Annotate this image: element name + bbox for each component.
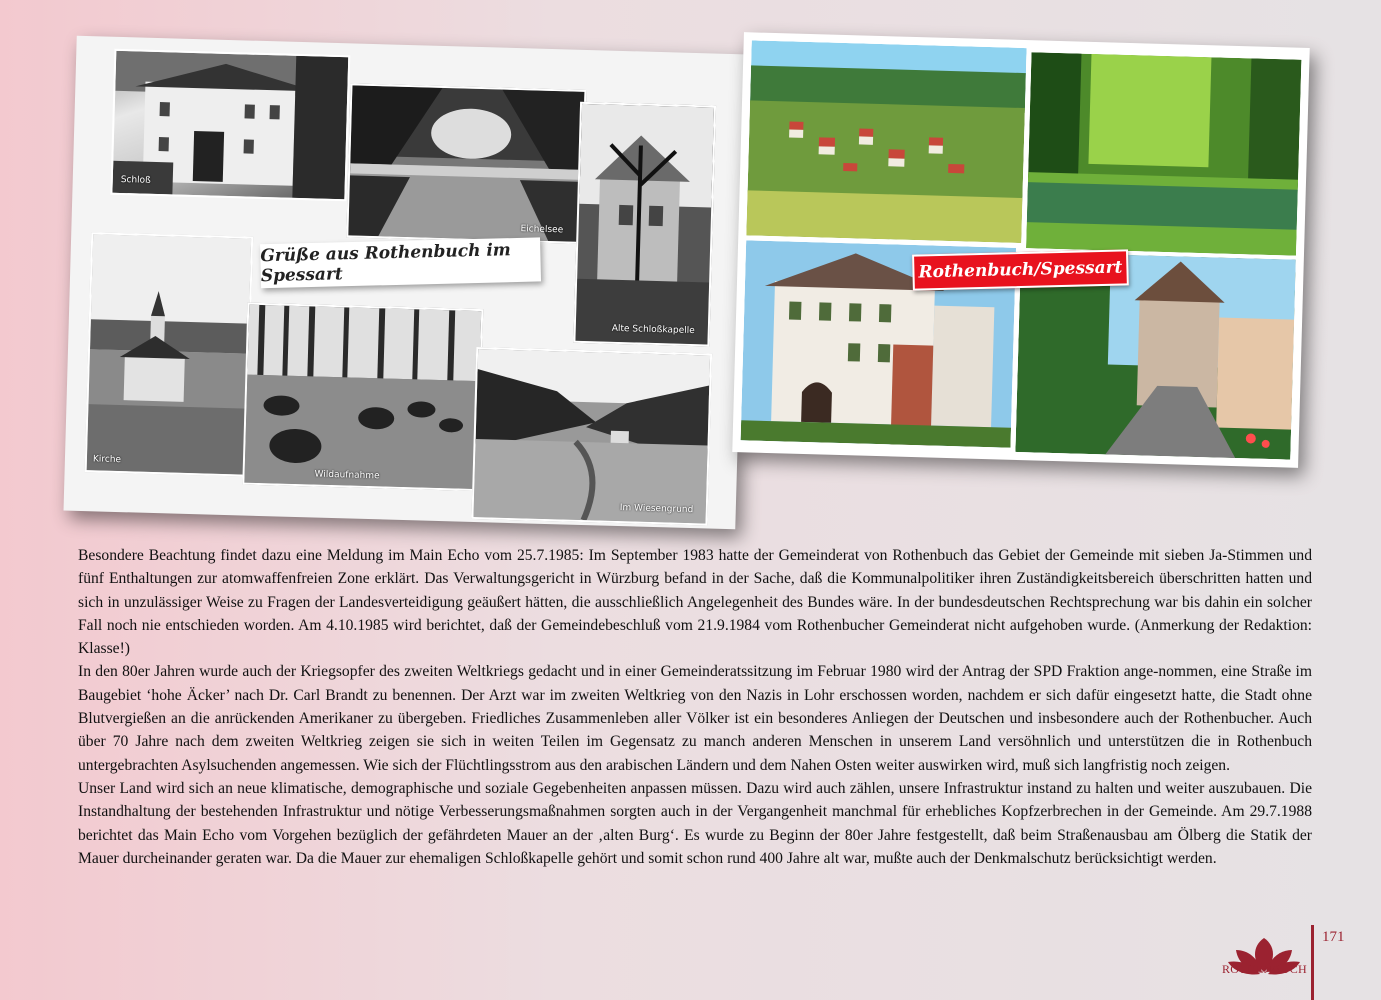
- photo-schloss: [110, 49, 350, 202]
- photo-kirche: [85, 232, 254, 476]
- photo-eichelsee: [346, 83, 586, 244]
- paragraph-2: In den 80er Jahren wurde auch der Kriegsopfer des zweiten Weltkriegs gedacht und in einer Gemeinderatssitzung im Februar 1980 wird der Antrag der SPD Fraktion ange-nommen, eine Straße im Baugebiet ‘hohe Äcker’ nach Dr. Carl Brandt zu benennen. Der Arzt war im zweiten Weltkrieg von den Nazis in Lohr erschossen worden, nachdem er sich dafür eingesetzt hatte, die Stadt ohne Blutvergießen an die anrückenden Amerikaner zu übergeben. Friedliches Zusammenleben aller Völker ist ein besonderes Anliegen der Deutschen und insbesondere auch der Rothenbucher. Auch über 70 Jahre nach dem zweiten Weltkrieg zeigen sie sich in weiten Teilen im Gegensatz zu manch anderen Menschen in unserem Land versöhnlich und unterstützen die in Rothenbuch untergebrachten Asylsuchenden angemessen. Wie sich der Flüchtlingsstrom aus den arabischen Ländern und dem Nahen Osten weiter auswirken wird, muß sich langfristig noch zeigen.: [78, 663, 1312, 774]
- wiesengrund-illustration: [473, 349, 710, 523]
- eichelsee-illustration: [348, 85, 584, 241]
- greeting-banner: Grüße aus Rothenbuch im Spessart: [260, 237, 541, 288]
- photo-wiesengrund: [471, 347, 712, 526]
- postcard-title: Rothenbuch/Spessart: [912, 249, 1129, 290]
- caption-schloss: Schloß: [120, 174, 151, 186]
- paragraph-3: Unser Land wird sich an neue klimatische, demographische und soziale Gegebenheiten anpassen müssen. Dazu wird auch zählen, unsere Infrastruktur instand zu halten und weiter auszubauen. Die Instandhaltung der bestehenden Infrastruktur und nötige Verbesserungsmaßnahmen sorgten auch in der Vergangenheit manchmal für erhebliches Kopfzerbrechen in der Gemeinde. Am 29.7.1988 berichtet das Main Echo vom Vorgehen bezüglich der gefährdeten Mauer an der ‚alten Burg‘. Es wurde zu Beginn der 80er Jahre festgestellt, daß beim Straßenausbau am Ölberg die Statik der Mauer durcheinander geraten war. Da die Mauer zur ehemaligen Schloßkapelle gehört und somit schon rund 400 Jahre alt war, mußte auch der Denkmalschutz berücksichtigt werden.: [78, 779, 1312, 867]
- body-text: [78, 544, 1312, 870]
- schlosskapelle-illustration: [575, 104, 714, 345]
- wildaufnahme-illustration: [244, 305, 481, 489]
- caption-kirche: Kirche: [92, 454, 122, 466]
- photo-lake-forest: [1026, 52, 1301, 255]
- photo-village: [746, 40, 1026, 243]
- postcard-color: [732, 32, 1310, 468]
- caption-wiesengrund: Im Wiesengrund: [619, 503, 694, 516]
- caption-schlosskapelle: Alte Schloßkapelle: [611, 323, 695, 337]
- rothenbuch-leaf-icon: [1222, 925, 1306, 987]
- photo-wildaufnahme: [242, 303, 483, 492]
- logo-text: ROTHENBUCH: [1222, 962, 1308, 976]
- paragraph-1: Besondere Beachtung findet dazu eine Meldung im Main Echo vom 25.7.1985: Im September 1983 hatte der Gemeinderat von Rothenbuch das Gebiet der Gemeinde mit sieben Ja-Stimmen und fünf Enthaltungen zur atomwaffenfreien Zone erklärt. Das Verwaltungsgericht in Würzburg befand in der Sache, daß die Kommunalpolitiker ihren Zuständigkeitsbereich überschritten hatten und sich in unzulässiger Weise zu Fragen der Landesverteidigung geäußert hätten, die ausschließlich Angelegenheit des Bundes wäre. In der bundesdeutschen Rechtsprechung war bis dahin ein solcher Fall noch nie entschieden worden. Am 4.10.1985 wird berichtet, daß der Gemeindebeschluß vom 21.9.1984 vom Rothenbucher Gemeinderat nicht aufgehoben wurde. (Anmerkung der Redaktion: Klasse!): [78, 547, 1312, 658]
- photo-schlosskapelle: [573, 102, 716, 347]
- page-number: 171: [1322, 929, 1345, 945]
- village-illustration: [746, 40, 1026, 243]
- lake-forest-illustration: [1026, 52, 1301, 255]
- footer-rule: [1311, 925, 1314, 1000]
- caption-eichelsee: Eichelsee: [520, 224, 564, 236]
- caption-wildaufnahme: Wildaufnahme: [314, 469, 380, 482]
- postcard-black-white: [63, 36, 748, 530]
- kirche-illustration: [87, 234, 252, 474]
